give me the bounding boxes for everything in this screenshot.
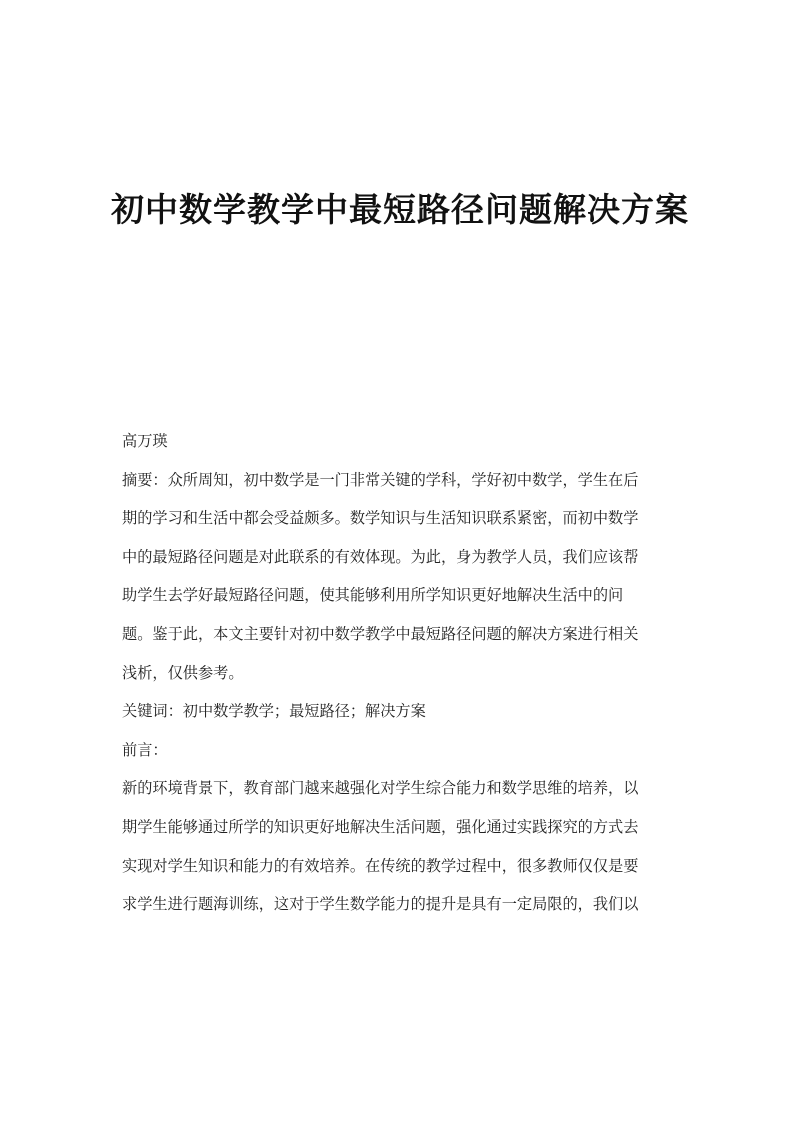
preface-paragraph bbox=[122, 769, 682, 923]
preface-line: 期学生能够通过所学的知识更好地解决生活问题，强化通过实践探究的方式去 bbox=[122, 817, 639, 836]
keywords-line: 关键词：初中数学教学；最短路径；解决方案 bbox=[122, 702, 426, 721]
abstract-line: 期的学习和生活中都会受益颇多。数学知识与生活知识联系紧密，而初中数学 bbox=[122, 509, 639, 528]
document-body bbox=[122, 422, 682, 924]
preface-heading: 前言： bbox=[122, 740, 168, 759]
abstract-line: 浅析，仅供参考。 bbox=[122, 663, 244, 682]
abstract-line: 助学生去学好最短路径问题，使其能够利用所学知识更好地解决生活中的问 bbox=[122, 586, 624, 605]
abstract-line: 中的最短路径问题是对此联系的有效体现。为此，身为教学人员，我们应该帮 bbox=[122, 547, 639, 566]
abstract-line: 摘要：众所周知，初中数学是一门非常关键的学科，学好初中数学，学生在后 bbox=[122, 470, 639, 489]
abstract-paragraph bbox=[122, 461, 682, 693]
preface-line: 新的环境背景下，教育部门越来越强化对学生综合能力和数学思维的培养，以 bbox=[122, 779, 639, 798]
preface-line: 实现对学生知识和能力的有效培养。在传统的教学过程中，很多教师仅仅是要 bbox=[122, 856, 639, 875]
preface-line: 求学生进行题海训练，这对于学生数学能力的提升是具有一定局限的，我们以 bbox=[122, 895, 639, 914]
document-title: 初中数学教学中最短路径问题解决方案 bbox=[111, 190, 689, 229]
abstract-line: 题。鉴于此，本文主要针对初中数学教学中最短路径问题的解决方案进行相关 bbox=[122, 624, 639, 643]
author-name: 高万瑛 bbox=[122, 432, 168, 450]
